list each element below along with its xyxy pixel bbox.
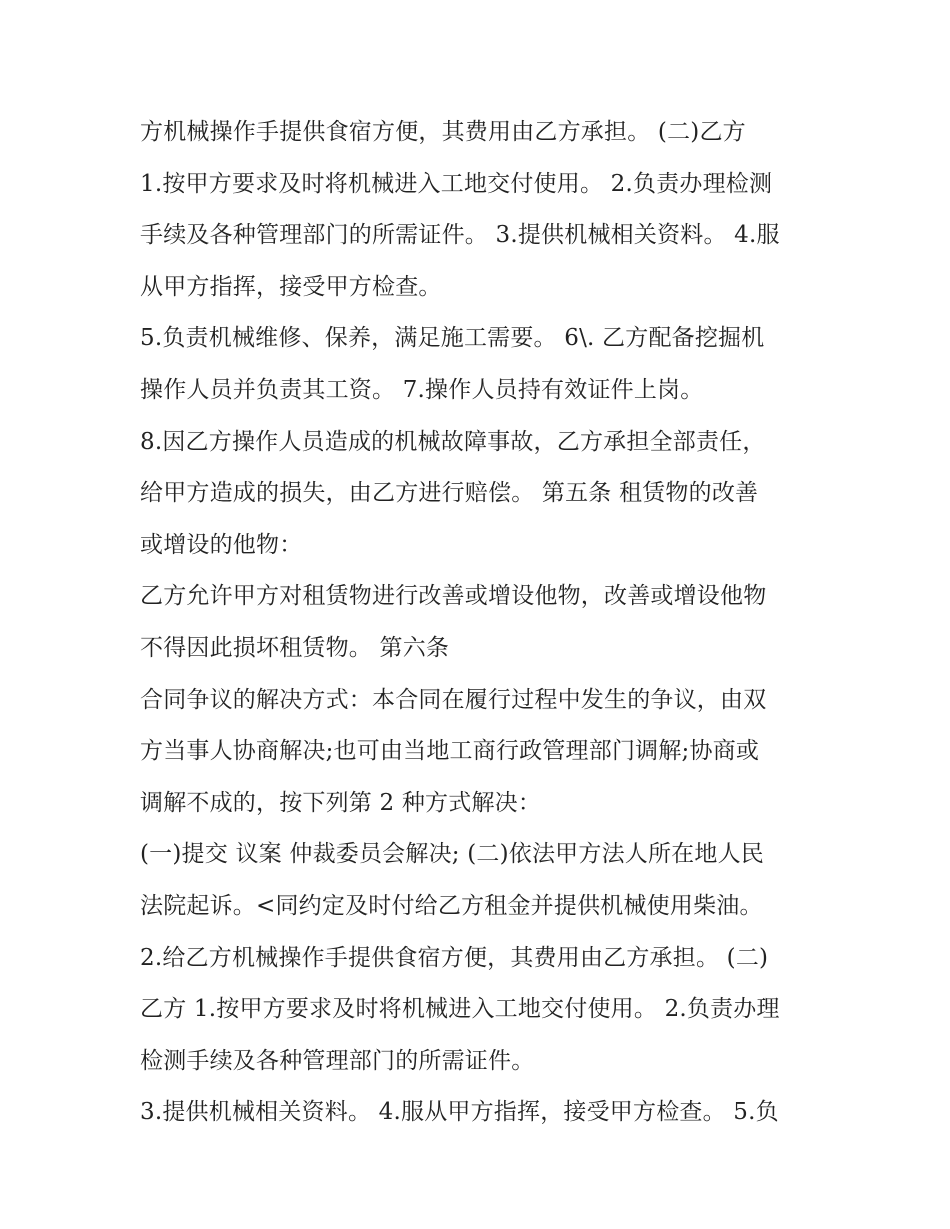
text-line: 5.负责机械维修、保养，满足施工需要。 6\. 乙方配备挖掘机	[140, 325, 765, 352]
text-line: 乙方 1.按甲方要求及时将机械进入工地交付使用。 2.负责办理	[140, 996, 780, 1023]
text-line: (一)提交 议案 仲裁委员会解决; (二)依法甲方法人所在地人民	[140, 841, 764, 868]
text-line: 法院起诉。<同约定及时付给乙方租金并提供机械使用柴油。	[140, 892, 763, 919]
text-line: 从甲方指挥，接受甲方检查。	[140, 273, 442, 300]
text-line: 合同争议的解决方式：本合同在履行过程中发生的争议，由双	[140, 686, 767, 713]
text-line: 1.按甲方要求及时将机械进入工地交付使用。 2.负责办理检测	[140, 170, 773, 197]
text-line: 或增设的他物：	[140, 531, 303, 558]
text-line: 操作人员并负责其工资。 7.操作人员持有效证件上岗。	[140, 376, 704, 403]
text-line: 调解不成的，按下列第 2 种方式解决：	[140, 789, 542, 816]
text-line: 8.因乙方操作人员造成的机械故障事故，乙方承担全部责任，	[140, 428, 766, 455]
document-body	[140, 107, 830, 1139]
text-line: 方当事人协商解决;也可由当地工商行政管理部门调解;协商或	[140, 738, 760, 765]
text-line: 不得因此损坏租赁物。 第六条	[140, 634, 450, 661]
text-line: 乙方允许甲方对租赁物进行改善或增设他物，改善或增设他物	[140, 583, 767, 610]
text-line: 3.提供机械相关资料。 4.服从甲方指挥，接受甲方检查。 5.负	[140, 1099, 779, 1126]
text-line: 2.给乙方机械操作手提供食宿方便，其费用由乙方承担。 (二)	[140, 944, 769, 971]
text-line: 手续及各种管理部门的所需证件。 3.提供机械相关资料。 4.服	[140, 222, 780, 249]
text-line: 给甲方造成的损失，由乙方进行赔偿。 第五条 租赁物的改善	[140, 480, 759, 507]
text-line: 方机械操作手提供食宿方便，其费用由乙方承担。 (二)乙方	[140, 119, 746, 145]
text-line: 检测手续及各种管理部门的所需证件。	[140, 1047, 535, 1074]
